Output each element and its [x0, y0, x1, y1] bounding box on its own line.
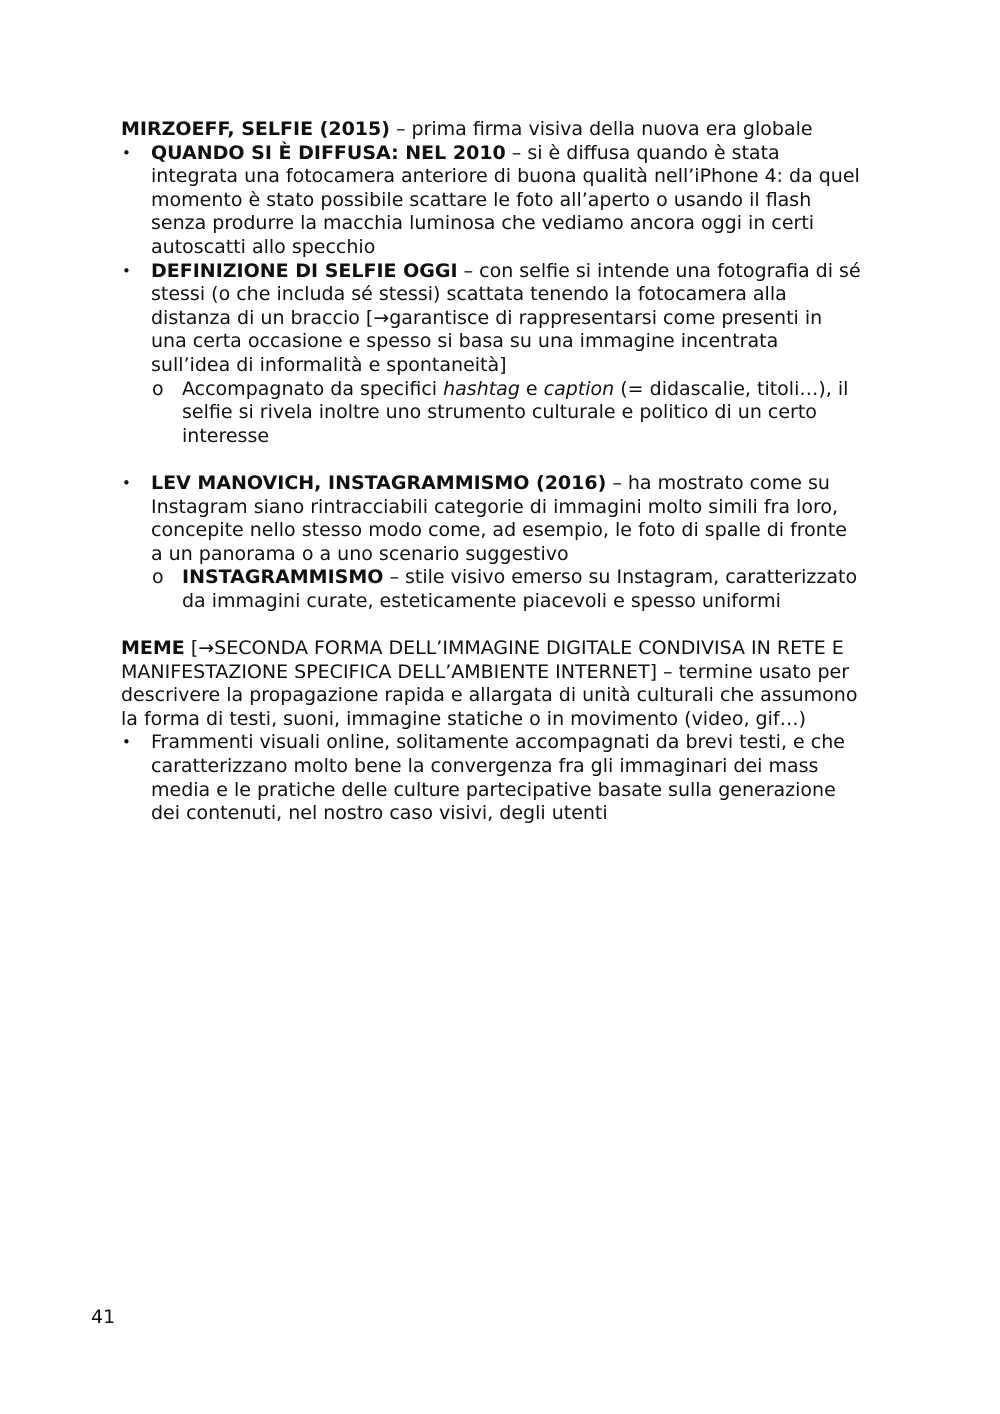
bullet1-line-3: senza produrre la macchia luminosa che vediamo ancora oggi in certi: [151, 212, 815, 235]
spacer: [121, 613, 921, 637]
bullet3-sub-line-1: da immagini curate, esteticamente piacevoli e spesso uniformi: [182, 589, 781, 612]
bullet2-line-3: una certa occasione e spesso si basa su una immagine incentrata: [151, 330, 779, 353]
intro-paragraph: [121, 118, 921, 142]
document-page: [121, 118, 921, 826]
bullet2-sub-pre: Accompagnato da specifici: [182, 377, 444, 400]
bullet-dot-icon: •: [122, 733, 131, 752]
bullet3-sub-line-0: – stile visivo emerso su Instagram, caratterizzato: [383, 566, 858, 589]
bullet-circle-icon: o: [152, 566, 164, 589]
bullet2-line-0: – con selfie si intende una fotografia di sé: [457, 259, 861, 282]
bullet2-sub-caption: caption: [543, 377, 615, 400]
meme-line-1: MANIFESTAZIONE SPECIFICA DELL’AMBIENTE INTERNET] – termine usato per: [121, 660, 850, 683]
bullet1-line-4: autoscatti allo specchio: [151, 235, 376, 258]
bullet1-heading: QUANDO SI È DIFFUSA: NEL 2010: [151, 141, 506, 164]
meme-line-2: descrivere la propagazione rapida e allargata di unità culturali che assumono: [121, 684, 858, 707]
bullet1-line-2: momento è stato possibile scattare le foto all’aperto o usando il flash: [151, 188, 812, 211]
sub-item-accompagnato: [121, 378, 921, 449]
bullet2-line-2: distanza di un braccio [→garantisce di rappresentarsi come presenti in: [151, 306, 823, 329]
bullet-dot-icon: •: [122, 261, 131, 280]
sub-item-instagrammismo: [121, 566, 921, 613]
text-line: [182, 378, 921, 402]
meme-bullet-line-1: caratterizzano molto bene la convergenza fra gli immaginari dei mass: [151, 755, 819, 778]
text-line: [151, 142, 921, 166]
intro-heading: MIRZOEFF, SELFIE (2015): [121, 118, 390, 140]
spacer: [121, 448, 921, 472]
bullet2-sub-line-1: interesse: [182, 424, 270, 447]
bullet2-sub-hashtag: hashtag: [443, 377, 520, 400]
bullet-circle-icon: o: [152, 377, 164, 400]
page-number: 41: [91, 1306, 116, 1328]
bullet3-line-3: a un panorama o a uno scenario suggestivo: [151, 542, 569, 565]
bullet-dot-icon: •: [122, 473, 131, 492]
text-line: [151, 472, 921, 496]
bullet3-line-0: – ha mostrato come su: [606, 471, 830, 494]
meme-bullet-line-3: dei contenuti, nel nostro caso visivi, degli utenti: [151, 802, 608, 825]
meme-line-0: [→SECONDA FORMA DELL’IMMAGINE DIGITALE CONDIVISA IN RETE E: [184, 637, 844, 660]
bullet-item-definizione: [121, 260, 921, 378]
meme-heading: MEME: [121, 637, 185, 660]
bullet3-line-1: Instagram siano rintracciabili categorie di immagini molto simili fra loro,: [151, 495, 838, 518]
bullet2-sub-post: (= didascalie, titoli…), il: [614, 377, 849, 400]
bullet-dot-icon: •: [122, 143, 131, 162]
bullet2-line-4: sull’idea di informalità e spontaneità]: [151, 353, 507, 376]
meme-bullet-line-0: Frammenti visuali online, solitamente accompagnati da brevi testi, e che: [151, 731, 845, 754]
meme-line-3: la forma di testi, suoni, immagine statiche o in movimento (video, gif…): [121, 707, 806, 730]
bullet2-sub-mid: e: [519, 377, 544, 400]
bullet3-heading: LEV MANOVICH, INSTAGRAMMISMO (2016): [151, 471, 607, 494]
bullet1-line-0: – si è diffusa quando è stata: [505, 141, 780, 164]
bullet3-line-2: concepite nello stesso modo come, ad esempio, le foto di spalle di fronte: [151, 519, 847, 542]
bullet3-sub-heading: INSTAGRAMMISMO: [182, 566, 384, 589]
bullet2-line-1: stessi (o che includa sé stessi) scattata tenendo la fotocamera alla: [151, 283, 787, 306]
bullet2-heading: DEFINIZIONE DI SELFIE OGGI: [151, 259, 458, 282]
text-line: [182, 566, 921, 590]
bullet-item-quando: [121, 142, 921, 260]
meme-bullet-line-2: media e le pratiche delle culture partecipative basate sulla generazione: [151, 778, 836, 801]
bullet-item-manovich: [121, 472, 921, 566]
bullet1-line-1: integrata una fotocamera anteriore di buona qualità nell’iPhone 4: da quel: [151, 165, 860, 188]
text-line: [121, 637, 921, 661]
bullet-item-frammenti: [121, 731, 921, 825]
text-line: [151, 260, 921, 284]
bullet2-sub-line-0: selfie si rivela inoltre uno strumento culturale e politico di un certo: [182, 401, 817, 424]
intro-text: – prima firma visiva della nuova era globale: [389, 118, 813, 140]
meme-paragraph: [121, 637, 921, 731]
